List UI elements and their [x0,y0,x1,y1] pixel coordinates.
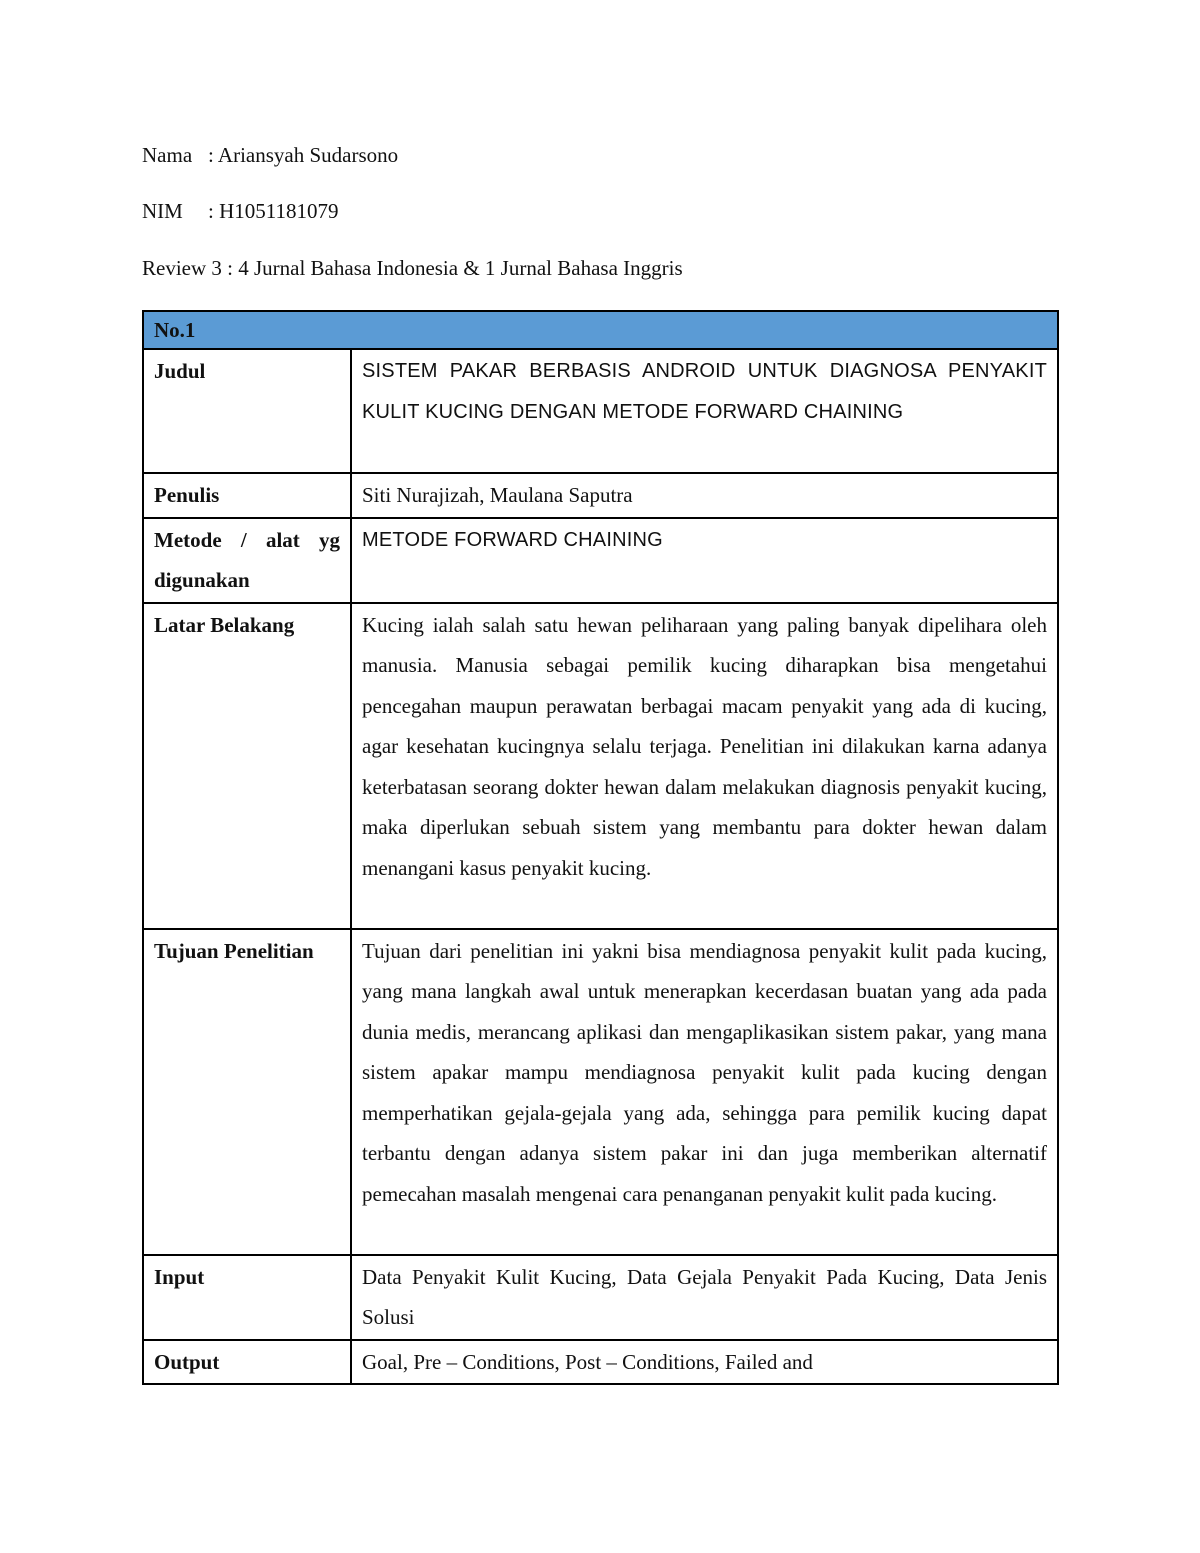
row-label-output: Output [143,1340,351,1385]
nama-label: Nama [142,143,193,167]
nama-value: : Ariansyah Sudarsono [208,143,399,167]
row-label-tujuan-penelitian: Tujuan Penelitian [143,929,351,1255]
row-label-penulis: Penulis [143,473,351,518]
row-output [143,1340,1058,1385]
table-number: No.1 [143,311,1058,349]
nim-value: : H1051181079 [208,199,339,223]
nim-label: NIM [142,199,183,223]
row-input [143,1255,1058,1340]
review-table [142,310,1059,1385]
nama-line [142,142,398,168]
table-header-row [143,311,1058,349]
row-latar-belakang [143,603,1058,929]
row-label-latar-belakang: Latar Belakang [143,603,351,929]
row-penulis [143,473,1058,518]
row-judul [143,349,1058,473]
row-value-latar-belakang: Kucing ialah salah satu hewan peliharaan yang paling banyak dipelihara oleh manusia. Manusia sebagai pemilik kucing diharapkan bisa mengetahui pencegahan maupun perawatan berbagai macam penyakit yang ada di kucing, agar kesehatan kucingnya selalu terjaga. Penelitian ini dilakukan karna adanya keterbatasan seorang dokter hewan dalam melakukan diagnosis penyakit kucing, maka diperlukan sebuah sistem yang membantu para dokter hewan dalam menangani kasus penyakit kucing. [351,603,1058,929]
row-value-penulis: Siti Nurajizah, Maulana Saputra [351,473,1058,518]
row-label-judul: Judul [143,349,351,473]
review-line: Review 3 : 4 Jurnal Bahasa Indonesia & 1 Jurnal Bahasa Inggris [142,256,683,280]
row-label-metode: Metode / alat yg digunakan [143,518,351,603]
nim-line [142,198,338,224]
row-value-tujuan-penelitian: Tujuan dari penelitian ini yakni bisa mendiagnosa penyakit kulit pada kucing, yang mana langkah awal untuk menerapkan kecerdasan buatan yang ada pada dunia medis, merancang aplikasi dan mengaplikasikan sistem pakar, yang mana sistem apakar mampu mendiagnosa penyakit kulit pada kucing dengan memperhatikan gejala-gejala yang ada, sehingga para pemilik kucing dapat terbantu dengan adanya sistem pakar ini dan juga memberikan alternatif pemecahan masalah mengenai cara penanganan penyakit kulit pada kucing. [351,929,1058,1255]
row-tujuan-penelitian [143,929,1058,1255]
row-value-metode: METODE FORWARD CHAINING [351,518,1058,603]
row-value-input: Data Penyakit Kulit Kucing, Data Gejala Penyakit Pada Kucing, Data Jenis Solusi [351,1255,1058,1340]
row-label-input: Input [143,1255,351,1340]
row-value-judul: SISTEM PAKAR BERBASIS ANDROID UNTUK DIAGNOSA PENYAKIT KULIT KUCING DENGAN METODE FORWARD CHAINING [351,349,1058,473]
row-metode [143,518,1058,603]
row-value-output: Goal, Pre – Conditions, Post – Conditions, Failed and [351,1340,1058,1385]
